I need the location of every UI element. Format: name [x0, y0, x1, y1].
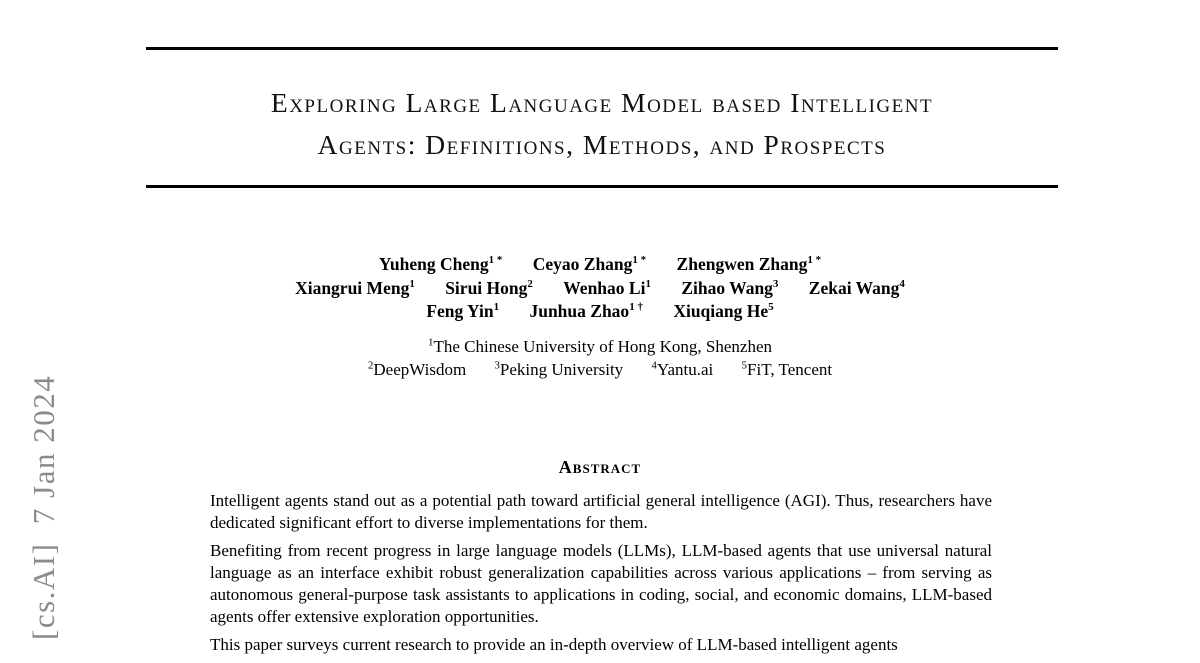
- author-name: Xiangrui Meng: [295, 277, 410, 298]
- author-name: Wenhao Li: [563, 277, 646, 298]
- affiliation-superscript: 4: [651, 358, 657, 371]
- author: [673, 301, 773, 321]
- author-superscript: 1 *: [632, 254, 647, 267]
- author: [295, 278, 415, 298]
- affiliation: [428, 337, 772, 356]
- paper-title-line-1: Exploring Large Language Model based Intelligent: [270, 87, 934, 118]
- authors-row: [0, 277, 1200, 301]
- author-name: Ceyao Zhang: [532, 254, 633, 274]
- affiliations-row: [0, 336, 1200, 359]
- author-name: Junhua Zhao: [529, 301, 630, 321]
- author-superscript: 1 *: [807, 254, 822, 267]
- title-rule-top: [146, 47, 1058, 50]
- author-superscript: 5: [768, 301, 774, 314]
- author: [563, 278, 651, 298]
- paper-title: [120, 82, 1084, 166]
- authors-row: [0, 300, 1200, 324]
- author-superscript: 1 †: [629, 301, 643, 314]
- abstract-paragraph: Intelligent agents stand out as a potential path toward artificial general intelligence (AGI). Thus, researchers have dedicated significant effort to diverse implementations for them.: [210, 491, 992, 532]
- affiliation-superscript: 1: [427, 336, 434, 349]
- author: [681, 278, 778, 298]
- affiliations-block: [0, 336, 1200, 381]
- affiliation-superscript: 5: [741, 358, 748, 371]
- author: [445, 278, 533, 298]
- affiliations-row: [0, 359, 1200, 382]
- author-name: Xiuqiang He: [673, 301, 769, 321]
- affiliation-name: Yantu.ai: [656, 359, 714, 379]
- author: [677, 254, 822, 274]
- author: [533, 254, 646, 274]
- abstract-heading: Abstract: [558, 457, 642, 477]
- author: [529, 301, 642, 321]
- affiliation: [742, 360, 833, 379]
- author-superscript: 1: [493, 301, 500, 314]
- author-name: Zekai Wang: [808, 277, 900, 298]
- author-name: Sirui Hong: [445, 277, 528, 298]
- author-superscript: 1: [645, 277, 651, 290]
- affiliation-superscript: 3: [494, 358, 500, 371]
- author-name: Yuheng Cheng: [378, 254, 489, 274]
- author-superscript: 4: [899, 277, 905, 290]
- paper-title-line-2: Agents: Definitions, Methods, and Prospects: [317, 129, 887, 160]
- affiliation-superscript: 2: [367, 358, 374, 371]
- arxiv-watermark: [cs.AI] 7 Jan 2024: [26, 374, 61, 640]
- authors-block: [0, 253, 1200, 324]
- authors-row: [0, 253, 1200, 277]
- abstract-paragraph: This paper surveys current research to provide an in-depth overview of LLM-based intelligent agents: [210, 635, 898, 655]
- abstract-paragraph: Benefiting from recent progress in large language models (LLMs), LLM-based agents that use universal natural language as an interface exhibit robust generalization capabilities across various applications – from serving as autonomous general-purpose task assistants to applications in coding, social, and economic domains, LLM-based agents offer extensive exploration opportunities.: [210, 541, 992, 626]
- affiliation-name: FiT, Tencent: [747, 359, 833, 379]
- affiliation-name: The Chinese University of Hong Kong, Shenzhen: [433, 337, 773, 356]
- author-superscript: 3: [772, 277, 779, 290]
- affiliation-name: Peking University: [499, 359, 624, 379]
- author-name: Zhengwen Zhang: [676, 254, 808, 274]
- title-rule-bottom: [146, 185, 1058, 188]
- author: [809, 278, 905, 298]
- author: [379, 254, 503, 274]
- author-superscript: 1: [409, 277, 415, 290]
- affiliation: [494, 360, 623, 379]
- affiliation-name: DeepWisdom: [373, 359, 467, 379]
- affiliation: [651, 360, 713, 379]
- author-superscript: 1 *: [488, 254, 503, 267]
- author-name: Zihao Wang: [681, 277, 773, 298]
- affiliation: [368, 360, 466, 379]
- author-superscript: 2: [527, 277, 533, 290]
- author-name: Feng Yin: [426, 301, 494, 321]
- author: [426, 301, 499, 321]
- abstract-body: [210, 490, 992, 663]
